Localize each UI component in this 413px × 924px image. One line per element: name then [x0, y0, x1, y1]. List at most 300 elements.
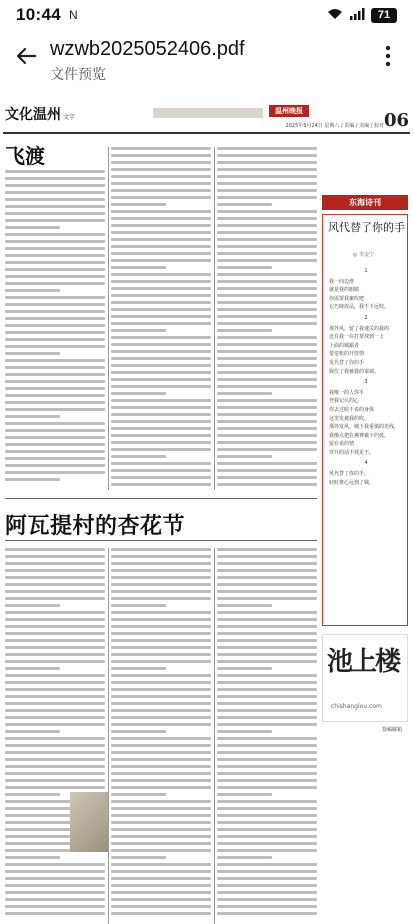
text-line [111, 420, 211, 423]
column-logo-box [322, 634, 408, 722]
text-line [111, 555, 211, 558]
text-line [5, 282, 105, 285]
text-line [111, 793, 166, 796]
text-line [217, 604, 272, 607]
text-line [217, 548, 317, 551]
poem-line: 你需要我案吹吧 [329, 295, 365, 302]
text-line [5, 296, 105, 299]
text-line [217, 168, 317, 171]
poem-line: 要觉账的开放情 [329, 351, 365, 358]
text-line [5, 702, 105, 705]
text-line [217, 392, 272, 395]
text-line [111, 469, 211, 472]
text-line [5, 912, 105, 915]
text-line [111, 569, 211, 572]
text-line [5, 331, 105, 334]
text-line [111, 695, 211, 698]
text-line [5, 898, 105, 901]
text-line [111, 308, 211, 311]
text-line [217, 224, 317, 227]
sidebar-tag: 东海诗刊 [322, 195, 408, 210]
text-line [5, 429, 105, 432]
text-line [111, 800, 211, 803]
text-line [217, 364, 317, 367]
text-line [5, 583, 105, 586]
text-line [111, 737, 211, 740]
submission-label: 投稿邮箱 [382, 727, 403, 733]
text-line [217, 576, 317, 579]
text-line [111, 259, 211, 262]
text-line [217, 483, 317, 486]
pdf-page[interactable] [0, 92, 413, 924]
text-line [111, 765, 211, 768]
text-line [111, 294, 211, 297]
text-line [217, 597, 317, 600]
text-line [111, 483, 211, 486]
text-line [111, 210, 211, 213]
text-line [217, 182, 317, 185]
text-line [5, 247, 105, 250]
text-line [5, 611, 105, 614]
text-line [111, 688, 211, 691]
text-line [111, 371, 211, 374]
more-options-icon[interactable] [373, 38, 403, 74]
text-line [217, 723, 317, 726]
text-line [5, 450, 105, 453]
stanza-number: 2 [364, 314, 368, 321]
text-line [111, 175, 211, 178]
text-line [111, 217, 211, 220]
text-line [111, 786, 211, 789]
text-line [217, 175, 317, 178]
poem-line: 你去过暗不说的身体 [329, 406, 375, 413]
text-line [111, 280, 211, 283]
text-line [5, 457, 105, 460]
text-line [111, 441, 211, 444]
text-line [111, 891, 211, 894]
text-line [111, 245, 211, 248]
text-line [5, 261, 105, 264]
text-line [111, 674, 211, 677]
column-rule [214, 548, 215, 924]
text-line [111, 196, 211, 199]
text-line [5, 877, 105, 880]
back-arrow-icon[interactable] [8, 38, 44, 74]
text-line [217, 287, 317, 290]
text-line [217, 611, 317, 614]
text-line [5, 870, 105, 873]
text-line [5, 793, 60, 796]
poem-line: 轻时推心远到了城。 [329, 479, 375, 486]
text-line [5, 184, 105, 187]
text-line [217, 618, 317, 621]
text-line [217, 639, 317, 642]
text-line [111, 723, 211, 726]
text-line [111, 273, 211, 276]
text-line [217, 807, 317, 810]
text-line [217, 667, 272, 670]
text-line [217, 695, 317, 698]
text-line [5, 303, 105, 306]
text-line [5, 674, 105, 677]
text-line [217, 245, 317, 248]
poem-line: 那外发风，城下我重慎的光线， [329, 424, 400, 431]
text-line [5, 233, 105, 236]
text-line [217, 322, 317, 325]
text-line [217, 583, 317, 586]
text-line [5, 268, 105, 271]
text-line [111, 161, 211, 164]
column-rule [214, 147, 215, 490]
text-line [217, 469, 317, 472]
text-line [5, 317, 105, 320]
text-line [5, 198, 105, 201]
text-line [111, 287, 211, 290]
text-line [217, 758, 317, 761]
header-band [153, 108, 263, 118]
text-line [5, 170, 105, 173]
text-line [5, 709, 105, 712]
text-line [111, 182, 211, 185]
text-line [217, 252, 317, 255]
poem-sidebar [322, 214, 408, 626]
text-line [111, 884, 211, 887]
text-line [217, 702, 317, 705]
text-line [111, 462, 211, 465]
text-line [5, 226, 60, 229]
text-line [111, 252, 211, 255]
text-line [217, 590, 317, 593]
poem-line: 握住了我被我的秦调。 [329, 368, 380, 375]
poem-line: 发代替了你的手 [329, 359, 365, 366]
text-line [217, 674, 317, 677]
text-line [111, 266, 166, 269]
text-line [5, 443, 105, 446]
text-line [217, 632, 317, 635]
text-line [5, 408, 105, 411]
text-line [5, 191, 105, 194]
text-line [111, 357, 211, 360]
text-line [217, 385, 317, 388]
text-line [111, 646, 211, 649]
text-line [5, 562, 105, 565]
text-line [111, 604, 166, 607]
text-line [111, 618, 211, 621]
text-line [111, 807, 211, 810]
text-line [217, 709, 317, 712]
text-line [217, 399, 317, 402]
text-line [111, 343, 211, 346]
text-line [5, 394, 105, 397]
text-line [111, 315, 211, 318]
text-line [111, 639, 211, 642]
text-line [217, 730, 272, 733]
article-column-1 [5, 170, 105, 490]
text-line [111, 905, 211, 908]
text-line [111, 772, 211, 775]
text-line [5, 730, 60, 733]
text-line [5, 744, 105, 747]
file-title: wzwb2025052406.pdf [50, 38, 245, 60]
text-line [111, 427, 211, 430]
text-line [5, 751, 105, 754]
text-line [217, 196, 317, 199]
text-line [111, 189, 211, 192]
poem-body [329, 265, 403, 487]
text-line [5, 289, 60, 292]
text-line [5, 366, 105, 369]
brand-text: 文化温州 [5, 107, 61, 123]
text-line [217, 315, 317, 318]
text-line [111, 448, 211, 451]
text-line [111, 322, 211, 325]
poem-line: 还有我一在打帮找到一上 [329, 334, 385, 341]
file-subtitle: 文件预览 [50, 67, 106, 83]
text-line [217, 203, 272, 206]
text-line [5, 569, 105, 572]
text-line [111, 385, 211, 388]
text-line [217, 266, 272, 269]
text-line [111, 611, 211, 614]
text-line [111, 730, 166, 733]
text-line [5, 590, 105, 593]
poem-author: ◎ 李金宁 [353, 252, 374, 258]
text-line [217, 884, 317, 887]
text-line [5, 737, 105, 740]
text-line [111, 758, 211, 761]
text-line [217, 434, 317, 437]
text-line [5, 863, 105, 866]
text-line [111, 154, 211, 157]
text-line [5, 884, 105, 887]
text-line [5, 758, 105, 761]
status-right [327, 8, 397, 23]
text-line [5, 891, 105, 894]
text-line [5, 205, 105, 208]
text-line [217, 814, 317, 817]
text-line [217, 462, 317, 465]
poem-line: 我唯一的人你手 [329, 389, 365, 396]
poem-title: 风代替了你的手 [328, 221, 405, 234]
text-line [217, 891, 317, 894]
text-line [5, 548, 105, 551]
text-line [111, 821, 211, 824]
text-line [5, 695, 105, 698]
text-line [5, 856, 60, 859]
text-line [111, 667, 166, 670]
text-line [111, 562, 211, 565]
stanza-number: 4 [364, 460, 368, 467]
status-bar [0, 0, 413, 30]
text-line [5, 772, 105, 775]
text-line [111, 681, 211, 684]
poem-line: 它巧映放品，我不下远吹。 [329, 304, 390, 311]
text-line [111, 224, 211, 227]
text-line [217, 476, 317, 479]
text-line [5, 177, 105, 180]
text-line [111, 779, 211, 782]
text-line [5, 254, 105, 257]
text-line [111, 364, 211, 367]
text-line [111, 702, 211, 705]
headline-underline [5, 540, 317, 541]
battery-icon: 71 [371, 8, 397, 23]
text-line [217, 905, 317, 908]
text-line [217, 842, 317, 845]
text-line [5, 422, 105, 425]
text-line [111, 597, 211, 600]
text-line [111, 406, 211, 409]
text-line [217, 280, 317, 283]
text-line [111, 476, 211, 479]
text-line [5, 380, 105, 383]
text-line [217, 849, 317, 852]
text-line [5, 240, 105, 243]
text-line [217, 154, 317, 157]
brand-sub: 文字 [63, 114, 76, 121]
text-line [5, 436, 105, 439]
text-line [217, 898, 317, 901]
text-line [5, 212, 105, 215]
text-line [111, 301, 211, 304]
column-logo-sub: chishanglou.com [331, 703, 382, 710]
text-line [217, 863, 317, 866]
text-line [217, 273, 317, 276]
text-line [217, 555, 317, 558]
text-line [111, 709, 211, 712]
stanza-number: 3 [364, 379, 368, 386]
text-line [5, 576, 105, 579]
column-logo: 池上楼 [327, 647, 400, 677]
page-number: 06 [383, 110, 409, 131]
text-line [111, 238, 211, 241]
text-line [217, 912, 317, 915]
text-line [217, 238, 317, 241]
text-line [111, 548, 211, 551]
poem-line: 那外风，留了我速关的我的 [329, 325, 390, 332]
text-line [5, 373, 105, 376]
text-line [111, 849, 211, 852]
text-line [5, 345, 105, 348]
text-line [5, 359, 105, 362]
text-line [111, 329, 166, 332]
text-line [111, 842, 211, 845]
text-line [217, 688, 317, 691]
text-line [111, 576, 211, 579]
headline-second: 阿瓦提村的杏花节 [5, 513, 186, 539]
text-line [217, 660, 317, 663]
text-line [111, 856, 166, 859]
text-line [217, 217, 317, 220]
text-line [111, 814, 211, 817]
text-line [5, 387, 105, 390]
column-rule [108, 147, 109, 490]
text-line [111, 378, 211, 381]
text-line [5, 618, 105, 621]
text-line [217, 357, 317, 360]
text-line [5, 324, 105, 327]
headline-main: 飞渡 [5, 144, 45, 168]
poem-line: 这里发被我的吹。 [329, 415, 370, 422]
signal-icon [349, 8, 365, 23]
text-line [5, 660, 105, 663]
text-line [217, 336, 317, 339]
section-divider [5, 498, 317, 499]
text-line [217, 350, 317, 353]
poem-line: 风代替了你的手， [329, 471, 370, 478]
text-line [5, 716, 105, 719]
text-line [217, 308, 317, 311]
stanza-number: 1 [364, 268, 368, 274]
text-line [5, 597, 105, 600]
text-line [111, 744, 211, 747]
text-line [5, 471, 105, 474]
text-line [111, 590, 211, 593]
text-line [5, 765, 105, 768]
text-line [5, 653, 105, 656]
text-line [111, 392, 166, 395]
text-line [5, 401, 105, 404]
text-line [217, 343, 317, 346]
text-line [217, 751, 317, 754]
text-line [217, 828, 317, 831]
header-tag: 温州晚报 [269, 105, 309, 117]
text-line [5, 338, 105, 341]
text-line [217, 835, 317, 838]
status-time: 10:44 [16, 5, 61, 24]
text-line [5, 667, 60, 670]
text-line [5, 905, 105, 908]
article-column-2 [111, 147, 211, 490]
text-line [111, 835, 211, 838]
text-line [217, 681, 317, 684]
article-column-6 [217, 548, 317, 924]
text-line [217, 161, 317, 164]
text-line [5, 632, 105, 635]
text-line [217, 441, 317, 444]
notification-icon: N [68, 8, 78, 22]
text-line [111, 660, 211, 663]
text-line [217, 231, 317, 234]
text-line [217, 455, 272, 458]
text-line [217, 259, 317, 262]
poem-line: 登我记认的心 [329, 398, 360, 405]
text-line [217, 189, 317, 192]
text-line [111, 877, 211, 880]
app-bar [0, 30, 413, 90]
text-line [217, 821, 317, 824]
text-line [217, 625, 317, 628]
text-line [111, 751, 211, 754]
text-line [111, 147, 211, 150]
text-line [217, 294, 317, 297]
column-rule [108, 548, 109, 924]
text-line [5, 723, 105, 726]
text-line [217, 765, 317, 768]
text-line [217, 210, 317, 213]
text-line [111, 399, 211, 402]
poem-line: 我一向边澄 [329, 278, 355, 285]
text-line [5, 415, 60, 418]
article-column-4 [5, 548, 105, 924]
text-line [111, 870, 211, 873]
text-line [111, 912, 211, 915]
poem-line: 穿开的话不找见不。 [329, 449, 375, 456]
text-line [5, 779, 105, 782]
text-line [111, 828, 211, 831]
text-line [217, 800, 317, 803]
text-line [217, 406, 317, 409]
